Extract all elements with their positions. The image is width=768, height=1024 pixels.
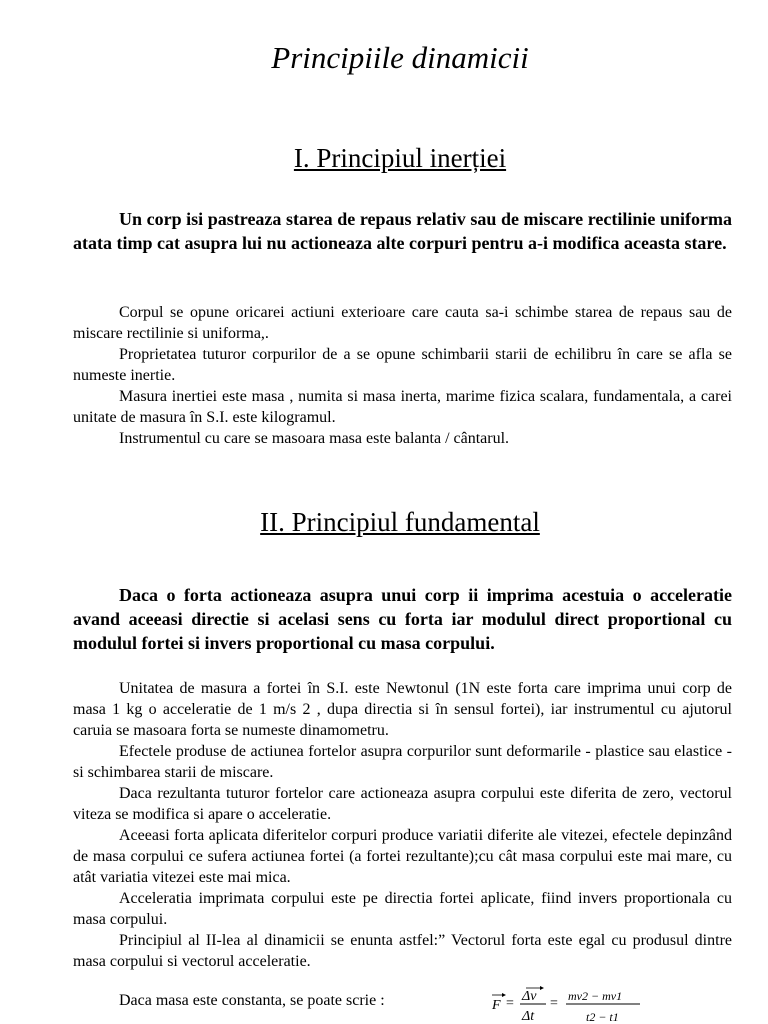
formula-equals-1: = bbox=[506, 996, 514, 1011]
document-title: Principiile dinamicii bbox=[271, 40, 529, 75]
section1-paragraph: Proprietatea tuturor corpurilor de a se opune schimbarii starii de echilibru în care se afla se numeste inertie. bbox=[73, 346, 732, 384]
force-formula bbox=[488, 984, 648, 1024]
formula-den1: Δt bbox=[522, 1009, 535, 1024]
section2-paragraph: Aceeasi forta aplicata diferitelor corpuri produce variatii diferite ale vitezei, efectele depinzând de masa corpului ce sufera actiunea fortei (a fortei rezultante);cu cât masa corpului este mai mare, cu atât variatia vitezei este mai mica. bbox=[73, 827, 732, 886]
formula-num1: Δv bbox=[522, 989, 537, 1004]
formula-num2: mv2 − mv1 bbox=[568, 989, 623, 1003]
section2-body bbox=[73, 678, 732, 972]
section1-body bbox=[73, 302, 732, 449]
section1-paragraph: Corpul se opune oricarei actiuni exterioare care cauta sa-i schimbe starea de repaus sau de miscare rectilinie si uniforma,. bbox=[73, 304, 732, 342]
section2-paragraph: Efectele produse de actiunea fortelor asupra corpurilor sunt deformarile - plastice sau elastice - si schimbarea starii de miscare. bbox=[73, 743, 732, 781]
section2-paragraph: Principiul al II-lea al dinamicii se enunta astfel:” Vectorul forta este egal cu produsul dintre masa corpului si vectorul acceleratie. bbox=[73, 932, 732, 970]
formula-lhs: F bbox=[492, 998, 501, 1013]
section1-heading: I. Principiul inerției bbox=[293, 143, 507, 173]
section1-paragraph: Instrumentul cu care se masoara masa este balanta / cântarul. bbox=[119, 430, 510, 447]
section2-paragraph: Acceleratia imprimata corpului este pe directia fortei aplicate, fiind invers proportionala cu masa corpului. bbox=[73, 890, 732, 928]
section2-paragraph: Unitatea de masura a fortei în S.I. este Newtonul (1N este forta care imprima unui corp de masa 1 kg o acceleratie de 1 m/s 2 , dupa directia si în sensul fortei), iar instrumentul cu ajutorul caruia se masoara forta se numeste dinamometru. bbox=[73, 680, 732, 739]
section2-paragraph: Daca rezultanta tuturor fortelor care actioneaza asupra corpului este diferita de zero, vectorul viteza se modifica si apare o acceleratie. bbox=[73, 785, 732, 823]
formula-label: Daca masa este constanta, se poate scrie : bbox=[119, 992, 385, 1009]
section1-paragraph: Masura inertiei este masa , numita si masa inerta, marime fizica scalara, fundamentala, a carei unitate de masura în S.I. este kilogramul. bbox=[73, 388, 732, 426]
formula-equals-2: = bbox=[550, 996, 558, 1011]
formula-den2: t2 − t1 bbox=[586, 1010, 619, 1024]
section2-heading: II. Principiul fundamental bbox=[260, 507, 540, 537]
section2-statement: Daca o forta actioneaza asupra unui corp ii imprima acestuia o acceleratie avand aceeasi directie si acelasi sens cu forta iar modulul direct proportional cu modulul fortei si invers proportional cu masa corpului. bbox=[73, 585, 732, 653]
section1-statement: Un corp isi pastreaza starea de repaus relativ sau de miscare rectilinie uniforma atata timp cat asupra lui nu actioneaza alte corpuri pentru a-i modifica aceasta stare. bbox=[73, 209, 732, 253]
